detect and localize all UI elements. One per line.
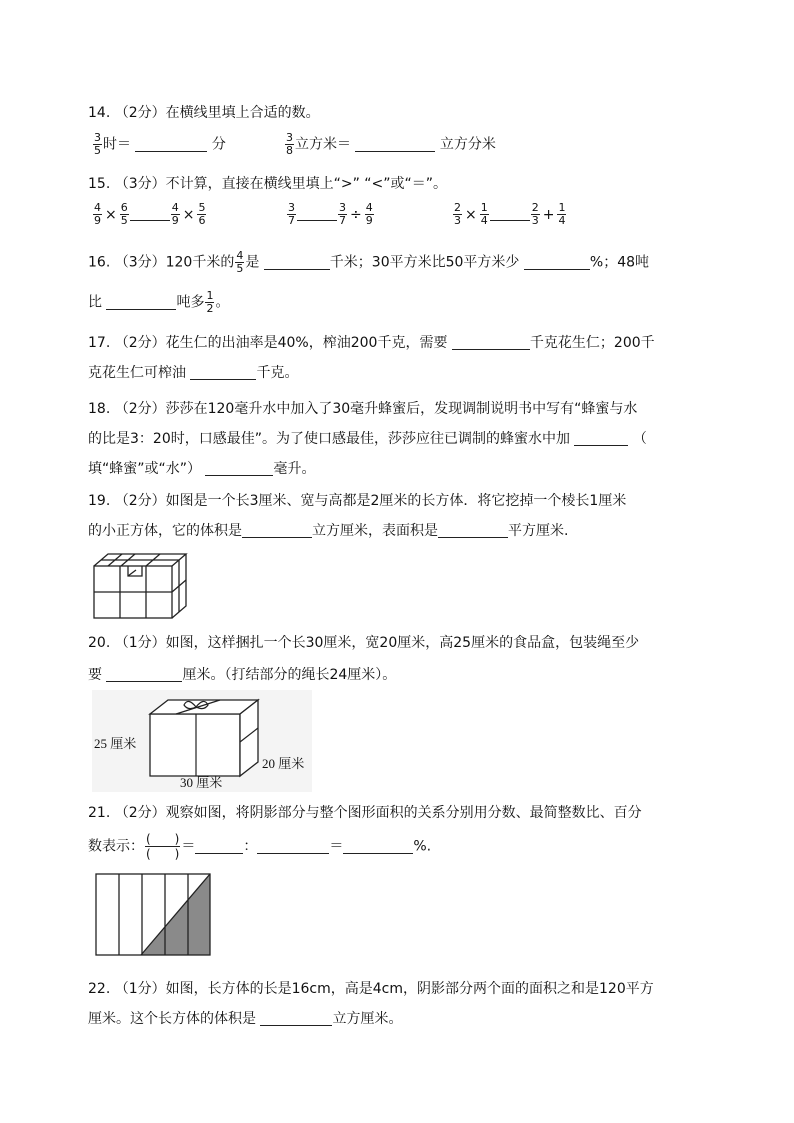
q18-line-1: 18. （2分）莎莎在120毫升水中加入了30毫升蜂蜜后，发现调制说明书中写有“蜂蜜与水 <box>88 401 638 417</box>
q20-line-1: 20. （1分）如图，这样捆扎一个长30厘米，宽20厘米，高25厘米的食品盒，包装绳至少 <box>88 635 640 651</box>
fraction: $\frac{3}{5}$ <box>94 131 101 157</box>
shaded-rectangle-figure <box>95 872 211 956</box>
answer-blank[interactable] <box>242 523 312 538</box>
q16-line-2: 比 吨多 $\frac{1}{2}$ 。 <box>88 289 230 315</box>
q15-heading: 15. （3分）不计算，直接在横线里填上“>” “<”或“＝”。 <box>88 176 448 192</box>
q22-line-2: 厘米。这个长方体的体积是 立方厘米。 <box>88 1011 403 1027</box>
compare-blank[interactable] <box>297 208 337 221</box>
answer-blank[interactable] <box>106 667 182 682</box>
answer-blank[interactable] <box>260 1011 332 1026</box>
answer-blank[interactable] <box>574 431 628 446</box>
answer-blank[interactable] <box>343 839 413 854</box>
compare-blank[interactable] <box>130 208 170 221</box>
q22-line-1: 22. （1分）如图，长方体的长是16cm，高是4cm，阴影部分两个面的面积之和是120平方 <box>88 981 654 997</box>
answer-blank[interactable] <box>257 839 329 854</box>
q18-line-3: 填“蜂蜜”或“水”） 毫升。 <box>88 461 316 477</box>
answer-blank[interactable] <box>264 255 330 270</box>
q15-expr-3: $\frac{2}{3}$ × $\frac{1}{4}$ $\frac{2}{3}$ + $\frac{1}{4}$ <box>454 201 566 227</box>
q19-line-2: 的小正方体，它的体积是 立方厘米，表面积是 平方厘米. <box>88 523 569 539</box>
answer-blank[interactable] <box>106 295 176 310</box>
answer-blank[interactable] <box>135 137 207 152</box>
q17-line-1: 17. （2分）花生仁的出油率是40%，榨油200千克，需要 千克花生仁；200千 <box>88 335 655 351</box>
q21-line-2: 数表示： $\frac{( )}{( )}$ ＝ ： ＝ %. <box>88 832 432 861</box>
q17-line-2: 克花生仁可榨油 千克。 <box>88 365 299 381</box>
fraction: $\frac{3}{8}$ <box>286 131 293 157</box>
compare-blank[interactable] <box>490 208 530 221</box>
answer-blank[interactable] <box>452 335 530 350</box>
q21-line-1: 21. （2分）观察如图，将阴影部分与整个图形面积的关系分别用分数、最简整数比、百分 <box>88 805 642 821</box>
q14-item-b: $\frac{3}{8}$ 立方米＝ 立方分米 <box>286 131 496 157</box>
q14-item-a: $\frac{3}{5}$ 时＝ 分 <box>94 131 226 157</box>
answer-blank[interactable] <box>190 365 256 380</box>
q18-line-2: 的比是3：20时，口感最佳”。为了使口感最佳，莎莎应往已调制的蜂蜜水中加 （ <box>88 431 647 447</box>
q15-expr-2: $\frac{3}{7}$ $\frac{3}{7}$ ÷ $\frac{4}{9}$ <box>288 201 373 227</box>
q20-line-2: 要 厘米。（打结部分的绳长24厘米）。 <box>88 667 397 683</box>
answer-blank[interactable] <box>355 137 435 152</box>
length-label: 30 厘米 <box>180 775 223 790</box>
cuboid-figure <box>92 550 188 620</box>
width-label: 20 厘米 <box>262 756 305 771</box>
q14-heading: 14. （2分）在横线里填上合适的数。 <box>88 105 320 121</box>
answer-blank[interactable] <box>195 839 243 854</box>
height-label: 25 厘米 <box>94 736 137 751</box>
q16-line-1: 16. （3分）120千米的 $\frac{4}{5}$ 是 千米；30平方米比50平方米少 %；48吨 <box>88 249 650 275</box>
fraction-blank: $\frac{( )}{( )}$ <box>146 832 180 861</box>
q15-expr-1: $\frac{4}{9}$ × $\frac{6}{5}$ $\frac{4}{9}$ × $\frac{5}{6}$ <box>94 201 206 227</box>
answer-blank[interactable] <box>205 461 273 476</box>
q19-line-1: 19. （2分）如图是一个长3厘米、宽与高都是2厘米的长方体．将它挖掉一个棱长1厘米 <box>88 493 627 509</box>
answer-blank[interactable] <box>524 255 590 270</box>
answer-blank[interactable] <box>438 523 508 538</box>
